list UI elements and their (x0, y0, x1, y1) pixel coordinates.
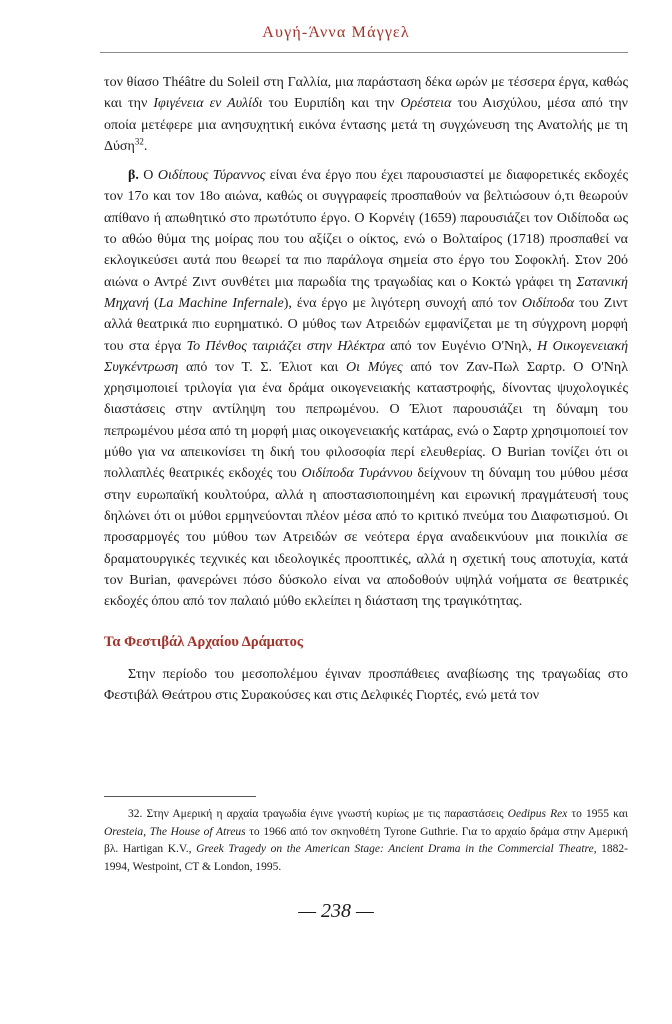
text-run: του Ζιντ αλλά θεατρικά πιο ευρηματικό. Ο μύθος των Ατρειδών εμφανίζεται με τη σύγχρονη μορφή του στα έργα (104, 295, 628, 354)
italic-title: Σατανική Μηχανή (104, 274, 628, 311)
italic-title: Ιφιγένεια εν Αυλίδι (153, 96, 263, 112)
text-run: του Ευριπίδη και την (262, 96, 401, 112)
text-run: είναι ένα έργο που έχει παρουσιαστεί με διαφορετικές εκδοχές τον 17ο και τον 18ο αιώνα, καθώς οι συγγραφείς προσπαθούν να βελτιώσουν ό,τι θεωρούν απίθανο ή απωθητικό στο πρωτότυπο έργο. Ο Κορνέιγ (1659) παρουσιάζει τον Οιδίποδα ως το αθώο θύμα της μοίρας που του αξίζει ο οίκτος, ενώ ο Βολταίρος (1718) προσπαθεί να εκλογικεύσει αυτά που θεωρεί τα πιο παράλογα σημεία στο έργο του Σοφοκλή. Στον 20ό αιώνα ο Αντρέ Ζιντ συνθέτει μια παρωδία της τραγωδίας και ο Κοκτώ γράφει τη (104, 168, 628, 290)
italic-title: Oedipus Rex (507, 808, 568, 820)
header-rule (100, 52, 628, 53)
text-run: το 1955 και (567, 808, 628, 820)
footnote-number: 32. (128, 808, 143, 820)
text-run: ( (148, 295, 159, 311)
text-run: τον θίασο Théâtre du Soleil στη Γαλλία, μια παράσταση δέκα ωρών με τέσσερα έργα, καθώς και την (104, 75, 628, 112)
italic-title: Οιδίποδα Τυράννου (301, 466, 413, 482)
text-run: το 1966 από τον σκηνοθέτη Tyrone Guthrie. Για το αρχαίο δράμα στην Αμερική βλ. Hartigan K.V., (104, 825, 628, 855)
section-heading: Τα Φεστιβάλ Αρχαίου Δράματος (104, 634, 304, 651)
italic-title: Greek Tragedy on the American Stage: Ancient Drama in the Commercial Theatre (196, 843, 594, 855)
text-run: ), ένα έργο με λιγότερη συνοχή από τον (283, 295, 522, 311)
text-run: από τον Ευγένιο Ο'Νηλ, (384, 338, 538, 354)
running-head: Αυγή-Άννα Μάγγελ (262, 24, 410, 41)
text-run: , (143, 825, 150, 838)
text-run: από τον Τ. Σ. Έλιοτ και (178, 359, 346, 375)
text-run: Στην Αμερική η αρχαία τραγωδία έγινε γνωστή κυρίως με τις παραστάσεις (142, 808, 508, 820)
italic-title: Οιδίποδα (521, 295, 575, 311)
text-run: . (143, 138, 148, 154)
italic-title: The House of Atreus (149, 825, 246, 838)
text-run: του Αισχύλου, μέσα από την οποία μετέφερε μια ανησυχητική εικόνα έντασης μετά τη συγχώνευση της Ανατολής με τη Δύση (104, 96, 629, 154)
italic-title: Οι Μύγες (346, 359, 403, 375)
italic-title: Oresteia (104, 825, 144, 838)
paragraph-1 (104, 72, 628, 157)
italic-title: La Machine Infernale (158, 295, 284, 311)
footnote-32 (104, 806, 628, 876)
paragraph-2 (104, 165, 628, 612)
italic-title: Οιδίπους Τύραννος (157, 168, 266, 184)
text-run: , 1882-1994, Westpoint, CT & London, 1995. (104, 843, 628, 873)
footnote-rule (104, 796, 256, 797)
italic-title: Η Οικογενειακή Συγκέντρωση (104, 338, 629, 375)
italic-title: Το Πένθος ταιριάζει στην Ηλέκτρα (186, 338, 385, 354)
paragraph-label: β. (128, 168, 139, 184)
text-run: Ο (138, 168, 158, 184)
footnote-ref[interactable]: 32 (134, 136, 144, 147)
italic-title: Ορέστεια (400, 96, 452, 112)
text-run: δείχνουν τη δύναμη του μύθου μέσα στην ευρωπαϊκή κουλτούρα, αλλά η αποστασιοποιημένη και ειρωνική πραγμάτευσή τους δηλώνει ότι οι μύθοι ερμηνεύονται πλέον μέσα από το κριτικό πνεύμα του Διαφωτισμού. Οι προσαρμογές του μύθου των Ατρειδών σε νεότερα έργα αναδεικνύουν μια ποικιλία σε δραματουργικές τεχνικές και ιδεολογικές προοπτικές, αλλά η σχετική τους αποτυχία, κατά τον Burian, φανερώνει πόσο δύσκολο είναι να αποδοθούν υψηλά νοήματα σε θεατρικές εκδοχές όπου από τον παλαιό μύθο εκλείπει η διάσταση της τραγικότητας. (104, 466, 629, 610)
paragraph-3: Στην περίοδο του μεσοπολέμου έγιναν προσπάθειες αναβίωσης της τραγωδίας στο Φεστιβάλ Θεάτρου στις Συρακούσες και στις Δελφικές Γιορτές, ενώ μετά τον (104, 666, 628, 704)
main-text (104, 72, 628, 706)
text-run: από τον Ζαν-Πωλ Σαρτρ. Ο Ο'Νηλ χρησιμοποιεί τριλογία για ένα δράμα οικογενειακής καταστροφής, δίνοντας ψυχολογικές διαστάσεις στην αντίληψη του πεπρωμένου. Ο Έλιοτ παρουσιάζει τη δύναμη του πεπρωμένου μέσα από τη μορφή μιας οικογενειακής κατάρας, ενώ ο Σαρτρ χρησιμοποιεί τον μύθο για να απεικονίσει τη δική του φιλοσοφία περί ελευθερίας. Ο Burian τονίζει ότι οι πολλαπλές θεατρικές εκδοχές του (104, 359, 628, 482)
page-number: — 238 — (298, 900, 374, 922)
